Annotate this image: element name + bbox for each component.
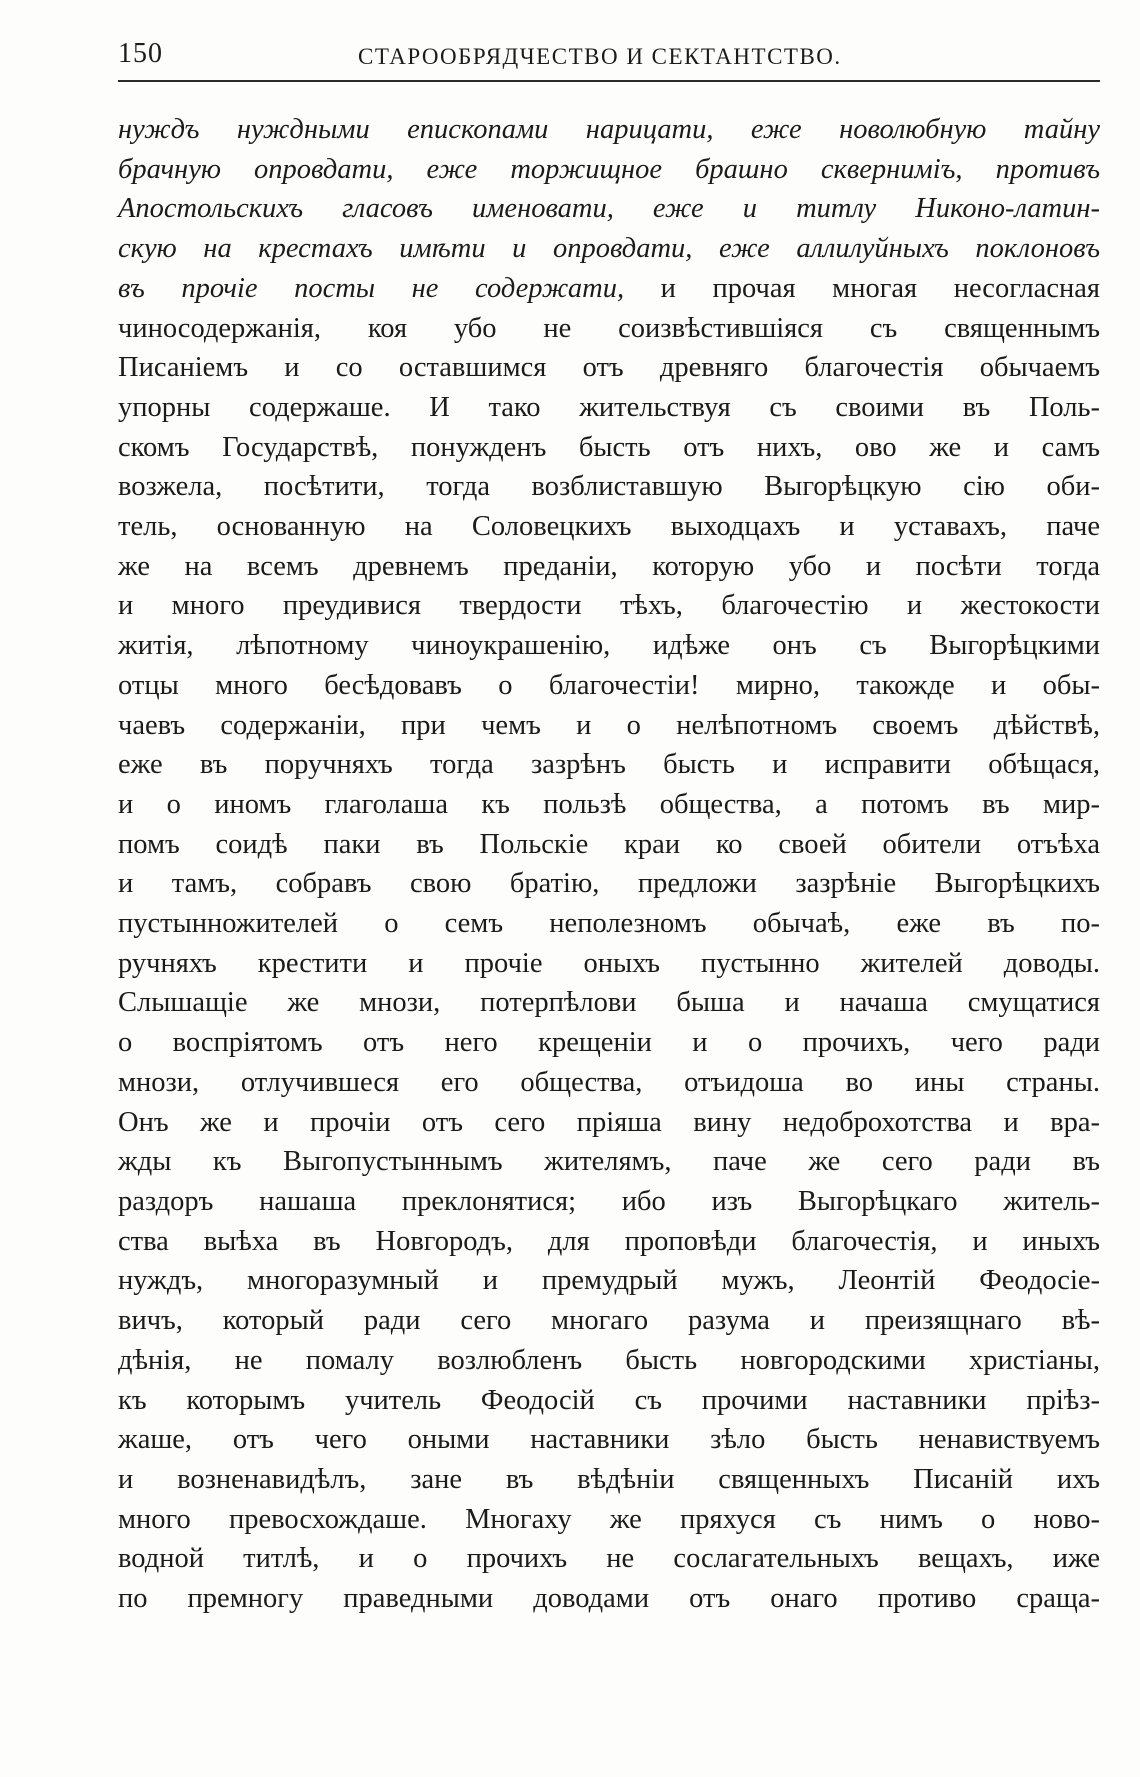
text-line: нуждъ, многоразумный и премудрый мужъ, Леонтій Феодосіе-: [118, 1265, 1100, 1297]
text-line: чиносодержанія, коя убо не соизвѣстившіяся съ священнымъ: [118, 312, 1100, 344]
text-line: Слышащіе же мнози, потерпѣлови быша и начаша смущатися: [118, 987, 1100, 1019]
text-line: же на всемъ древнемъ преданіи, которую убо и посѣти тогда: [118, 550, 1100, 582]
text-line: и о иномъ глаголаша къ пользѣ общества, а потомъ въ мир-: [118, 788, 1100, 820]
text-line: Онъ же и прочіи отъ сего пріяша вину недоброхотства и вра-: [118, 1106, 1100, 1138]
text-line: дѣнія, не помалу возлюбленъ бысть новгородскими христіаны,: [118, 1344, 1100, 1376]
text-line: Апостольскихъ гласовъ именовати, еже и титлу Никоно-латин-: [118, 193, 1100, 225]
page-header: [118, 36, 1100, 82]
text-line: скую на крестахъ имѣти и опровдати, еже аллилуйныхъ поклоновъ: [118, 233, 1100, 265]
text-line: водной титлѣ, и о прочихъ не сослагательныхъ вещахъ, иже: [118, 1543, 1100, 1575]
text-line: много превосхождаше. Многаху же пряхуся съ нимъ о ново-: [118, 1503, 1100, 1535]
text-line: еже въ поручняхъ тогда зазрѣнъ бысть и исправити обѣщася,: [118, 749, 1100, 781]
text-line: Писаніемъ и со оставшимся отъ древняго благочестія обычаемъ: [118, 352, 1100, 384]
text-line: нуждъ нуждными епископами нарицати, еже новолюбную тайну: [118, 114, 1100, 145]
text-line: ручняхъ крестити и прочіе оныхъ пустынно жителей доводы.: [118, 947, 1100, 979]
text-line-mixed: [118, 269, 1100, 309]
page-number: 150: [118, 38, 163, 69]
text-line: помъ соидѣ паки въ Польскіе краи ко своей обители отъѣха: [118, 828, 1100, 860]
text-line: и тамъ, собравъ свою братію, предложи зазрѣніе Выгорѣцкихъ: [118, 868, 1100, 900]
text-line: мнози, отлучившеся его общества, отъидоша во ины страны.: [118, 1066, 1100, 1098]
text-line: вичъ, который ради сего многаго разума и преизящнаго вѣ-: [118, 1305, 1100, 1337]
text-line: о воспріятомъ отъ него крещеніи и о прочихъ, чего ради: [118, 1027, 1100, 1059]
book-page: [118, 36, 1100, 1619]
regular-text: и прочая многая несогласная: [624, 272, 1100, 304]
italic-quote-end: въ прочіе посты не содержати,: [118, 272, 625, 304]
body-text: [118, 110, 1100, 1619]
text-line: тель, основанную на Соловецкихъ выходцахъ и уставахъ, паче: [118, 511, 1100, 543]
text-line: чаевъ содержаніи, при чемъ и о нелѣпотномъ своемъ дѣйствѣ,: [118, 709, 1100, 741]
text-line: брачную опровдати, еже торжищное брашно скверниміъ, противъ: [118, 153, 1100, 185]
text-line: и много преудивися твердости тѣхъ, благочестію и жестокости: [118, 590, 1100, 622]
text-line: отцы много бесѣдовавъ о благочестіи! мирно, такожде и обы-: [118, 669, 1100, 701]
text-line: и возненавидѣлъ, зане въ вѣдѣніи священныхъ Писаній ихъ: [118, 1463, 1100, 1495]
text-line: скомъ Государствѣ, понужденъ бысть отъ нихъ, ово же и самъ: [118, 431, 1100, 463]
text-line: жаше, отъ чего оными наставники зѣло бысть ненавиствуемъ: [118, 1424, 1100, 1456]
text-line: къ которымъ учитель Феодосій съ прочими наставники пріѣз-: [118, 1384, 1100, 1416]
text-line: ства выѣха въ Новгородъ, для проповѣди благочестія, и иныхъ: [118, 1225, 1100, 1257]
text-line: раздоръ нашаша преклонятися; ибо изъ Выгорѣцкаго житель-: [118, 1185, 1100, 1217]
text-line: возжела, посѣтити, тогда возблиставшую Выгорѣцкую сію оби-: [118, 471, 1100, 503]
text-line: по премногу праведными доводами отъ онаго противо сраща-: [118, 1583, 1100, 1615]
text-line: жды къ Выгопустыннымъ жителямъ, паче же сего ради въ: [118, 1146, 1100, 1178]
text-line: пустынножителей о семъ неполезномъ обычаѣ, еже въ по-: [118, 908, 1100, 940]
text-line: упорны содержаше. И тако жительствуя съ своими въ Поль-: [118, 391, 1100, 423]
running-title: СТАРООБРЯДЧЕСТВО И СЕКТАНТСТВО.: [358, 44, 842, 69]
text-line: житія, лѣпотному чиноукрашенію, идѣже онъ съ Выгорѣцкими: [118, 630, 1100, 662]
header-rule: [118, 80, 1100, 82]
